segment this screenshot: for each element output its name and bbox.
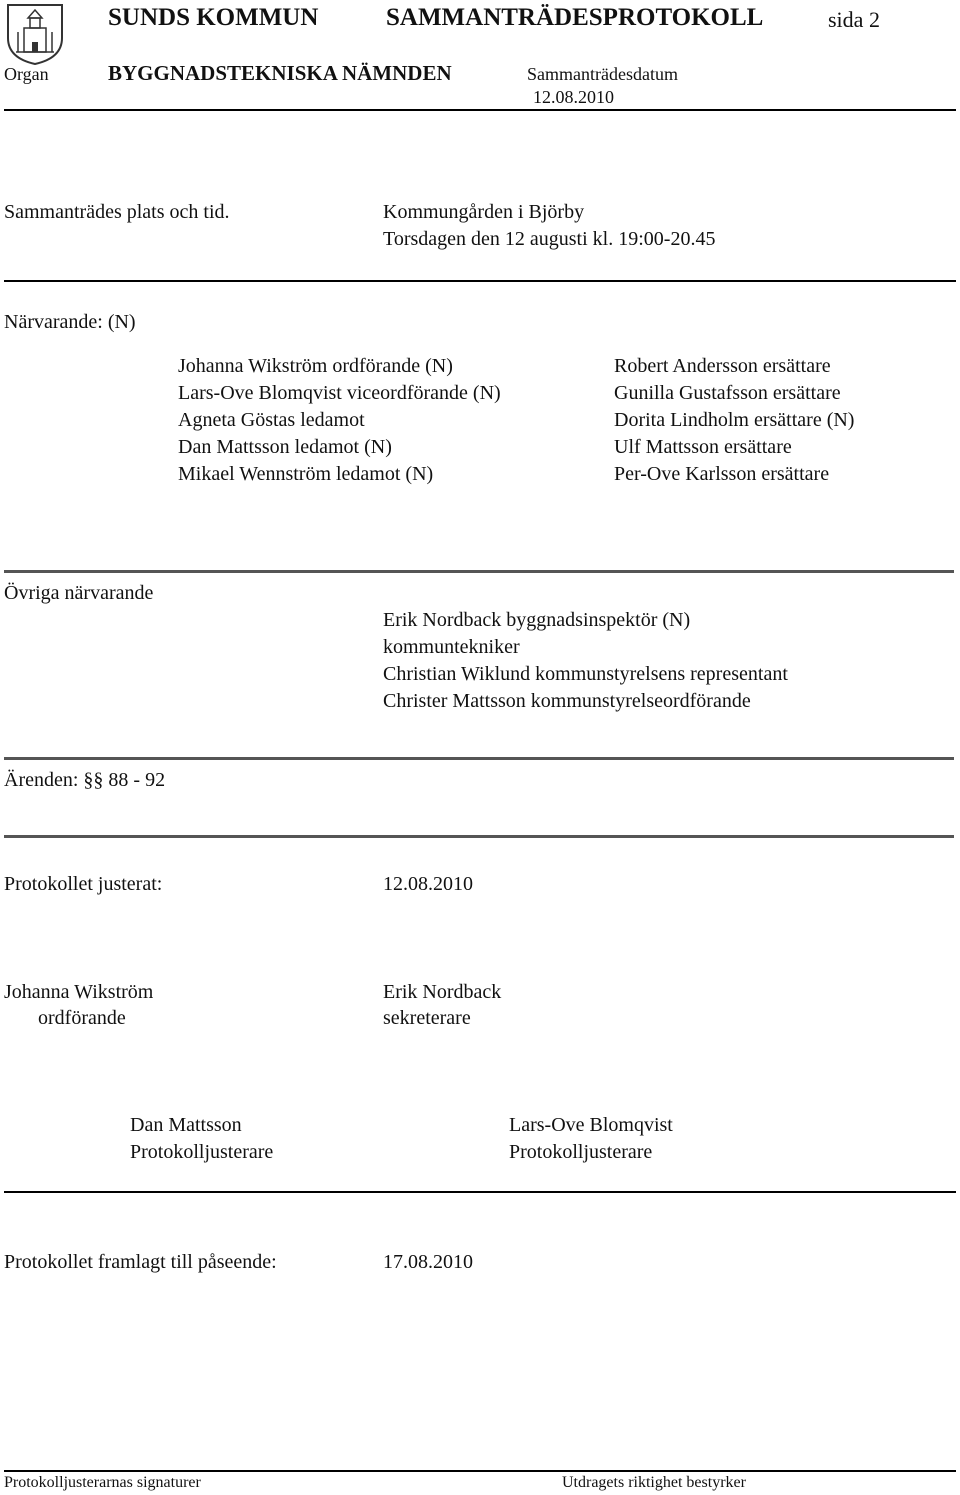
posted-date: 17.08.2010	[383, 1251, 473, 1273]
adjuster1-role: Protokolljusterare	[130, 1141, 274, 1163]
posted-label: Protokollet framlagt till påseende:	[4, 1251, 277, 1273]
municipal-crest-icon	[4, 2, 66, 66]
list-item: Dan Mattsson ledamot (N)	[178, 436, 392, 458]
meeting-date: 12.08.2010	[533, 87, 614, 107]
chair-role: ordförande	[38, 1007, 126, 1029]
list-item: Erik Nordback byggnadsinspektör (N)	[383, 609, 691, 631]
page-number: sida 2	[828, 7, 880, 32]
adjuster2-role: Protokolljusterare	[509, 1141, 653, 1163]
meeting-date-label: Sammanträdesdatum	[527, 64, 678, 84]
list-item: Mikael Wennström ledamot (N)	[178, 463, 434, 485]
footer-divider	[4, 1470, 956, 1472]
municipality-name: SUNDS KOMMUN	[108, 4, 319, 31]
others-list	[383, 607, 788, 715]
list-item: Robert Andersson ersättare	[614, 355, 831, 377]
list-item: kommuntekniker	[383, 636, 520, 658]
list-item: Agneta Göstas ledamot	[178, 409, 365, 431]
adjusted-label: Protokollet justerat:	[4, 873, 163, 895]
secretary-role: sekreterare	[383, 1007, 471, 1029]
meeting-place: Kommungården i Björby	[383, 201, 585, 223]
organ-name: BYGGNADSTEKNISKA NÄMNDEN	[108, 61, 452, 85]
meeting-divider	[4, 280, 956, 282]
meeting-place-label: Sammanträdes plats och tid.	[4, 201, 230, 223]
matters-range: Ärenden: §§ 88 - 92	[4, 769, 166, 791]
secretary-name: Erik Nordback	[383, 981, 502, 1003]
organ-label: Organ	[4, 64, 49, 84]
members-list	[178, 353, 501, 488]
list-item: Per-Ove Karlsson ersättare	[614, 463, 830, 485]
list-item: Christian Wiklund kommunstyrelsens representant	[383, 663, 788, 685]
list-item: Lars-Ove Blomqvist viceordförande (N)	[178, 382, 501, 404]
list-item: Johanna Wikström ordförande (N)	[178, 355, 453, 377]
list-item: Ulf Mattsson ersättare	[614, 436, 792, 458]
matters-divider	[4, 835, 954, 838]
header-divider	[4, 109, 956, 111]
adjuster1-name: Dan Mattsson	[130, 1114, 242, 1136]
adjusted-date: 12.08.2010	[383, 873, 473, 895]
footer-signatures-label: Protokolljusterarnas signaturer	[4, 1474, 201, 1491]
others-label: Övriga närvarande	[4, 582, 154, 604]
list-item: Gunilla Gustafsson ersättare	[614, 382, 841, 404]
attendance-label: Närvarande: (N)	[4, 311, 136, 333]
list-item: Dorita Lindholm ersättare (N)	[614, 409, 855, 431]
adjuster2-name: Lars-Ove Blomqvist	[509, 1114, 673, 1136]
chair-name: Johanna Wikström	[4, 981, 154, 1003]
meeting-time: Torsdagen den 12 augusti kl. 19:00-20.45	[383, 228, 716, 250]
attendance-divider	[4, 570, 954, 573]
others-divider	[4, 757, 954, 760]
list-item: Christer Mattsson kommunstyrelseordförande	[383, 690, 751, 712]
signatures-divider	[4, 1191, 956, 1193]
footer-certification-label: Utdragets riktighet bestyrker	[562, 1474, 746, 1491]
substitutes-list	[614, 353, 854, 488]
document-type: SAMMANTRÄDESPROTOKOLL	[386, 4, 764, 31]
